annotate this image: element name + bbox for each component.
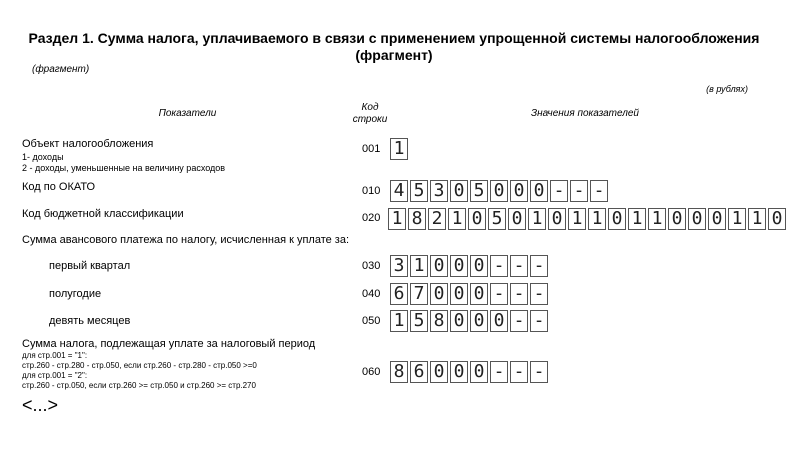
digit-cell: 0 [530,180,548,202]
digit-cell: - [530,283,548,305]
digit-cell: 0 [430,361,448,383]
digit-cell: 0 [450,283,468,305]
digit-cell: 1 [528,208,546,230]
digit-cell: 1 [728,208,746,230]
digit-cell: 1 [648,208,666,230]
digit-cell: 1 [748,208,766,230]
digit-cell: 0 [470,255,488,277]
digit-cell: 0 [548,208,566,230]
row-001-label: Объект налогообложения [22,138,154,150]
digit-cell: 0 [688,208,706,230]
digit-cell: - [590,180,608,202]
row-050-cells [390,310,550,332]
fragment-note: (фрагмент) [32,64,90,75]
digit-cell: 0 [430,255,448,277]
digit-cell: 0 [450,361,468,383]
digit-cell: 6 [390,283,408,305]
row-050-label: девять месяцев [49,315,131,327]
digit-cell: 0 [490,180,508,202]
digit-cell: 5 [410,310,428,332]
row-060-note-3: для стр.001 = "2": [22,371,88,380]
row-060-cells [390,361,550,383]
digit-cell: 0 [450,310,468,332]
digit-cell: - [510,310,528,332]
digit-cell: 0 [510,180,528,202]
digit-cell: 0 [490,310,508,332]
continuation-ellipsis: <...> [22,395,59,415]
row-020-code: 020 [362,212,381,224]
digit-cell: - [530,361,548,383]
row-010-label: Код по ОКАТО [22,181,96,193]
digit-cell: 0 [450,180,468,202]
digit-cell: 1 [588,208,606,230]
digit-cell: 0 [668,208,686,230]
digit-cell: - [490,283,508,305]
digit-cell: 0 [508,208,526,230]
digit-cell: - [510,361,528,383]
digit-cell: 1 [448,208,466,230]
section-title: Раздел 1. Сумма налога, уплачиваемого в связи с применением упрощенной системы налогообложения (фрагмент) [28,30,760,63]
row-040-label: полугодие [49,288,102,300]
row-030-cells [390,255,550,277]
row-020-label: Код бюджетной классификации [22,208,184,220]
currency-note: (в рублях) [706,84,748,94]
digit-cell: 0 [708,208,726,230]
digit-cell: 1 [568,208,586,230]
row-040-code: 040 [362,288,381,300]
digit-cell: 0 [608,208,626,230]
row-060-note-1: для стр.001 = "1": [22,351,88,360]
digit-cell: 1 [390,310,408,332]
digit-cell: 0 [468,208,486,230]
digit-cell: - [530,255,548,277]
advance-section-label: Сумма авансового платежа по налогу, исчисленная к уплате за: [22,234,350,246]
digit-cell: 3 [430,180,448,202]
digit-cell: 3 [390,255,408,277]
digit-cell: - [530,310,548,332]
row-060-code: 060 [362,366,381,378]
digit-cell: 8 [390,361,408,383]
digit-cell: 0 [768,208,786,230]
row-030-label: первый квартал [49,260,131,272]
header-values: Значения показателей [530,108,639,119]
row-030-code: 030 [362,260,381,272]
row-001-cells [390,138,410,160]
row-060-label: Сумма налога, подлежащая уплате за налоговый период [22,338,316,350]
digit-cell: - [490,255,508,277]
digit-cell: - [510,255,528,277]
header-code: Код строки [352,102,388,125]
row-060-note-4: стр.260 - стр.050, если стр.260 >= стр.050 и стр.260 >= стр.270 [22,381,256,390]
row-010-cells [390,180,610,202]
digit-cell: 0 [470,310,488,332]
digit-cell: 0 [430,283,448,305]
row-050-code: 050 [362,315,381,327]
digit-cell: 8 [408,208,426,230]
digit-cell: 2 [428,208,446,230]
digit-cell: 4 [390,180,408,202]
digit-cell: - [490,361,508,383]
digit-cell: 0 [470,283,488,305]
row-001-option-1: 1- доходы [22,152,64,162]
header-indicators: Показатели [158,108,217,119]
digit-cell: 0 [450,255,468,277]
digit-cell: 0 [470,361,488,383]
row-020-cells [388,208,788,230]
digit-cell: - [550,180,568,202]
digit-cell: 1 [410,255,428,277]
digit-cell: - [570,180,588,202]
digit-cell: 8 [430,310,448,332]
digit-cell: 1 [388,208,406,230]
digit-cell: 7 [410,283,428,305]
digit-cell: 6 [410,361,428,383]
row-040-cells [390,283,550,305]
digit-cell: 5 [410,180,428,202]
digit-cell: 5 [488,208,506,230]
row-001-option-2: 2 - доходы, уменьшенные на величину расходов [22,163,226,173]
row-001-code: 001 [362,143,381,155]
digit-cell: 1 [390,138,408,160]
digit-cell: - [510,283,528,305]
row-010-code: 010 [362,185,381,197]
digit-cell: 5 [470,180,488,202]
row-060-note-2: стр.260 - стр.280 - стр.050, если стр.260 - стр.280 - стр.050 >=0 [22,361,257,370]
digit-cell: 1 [628,208,646,230]
